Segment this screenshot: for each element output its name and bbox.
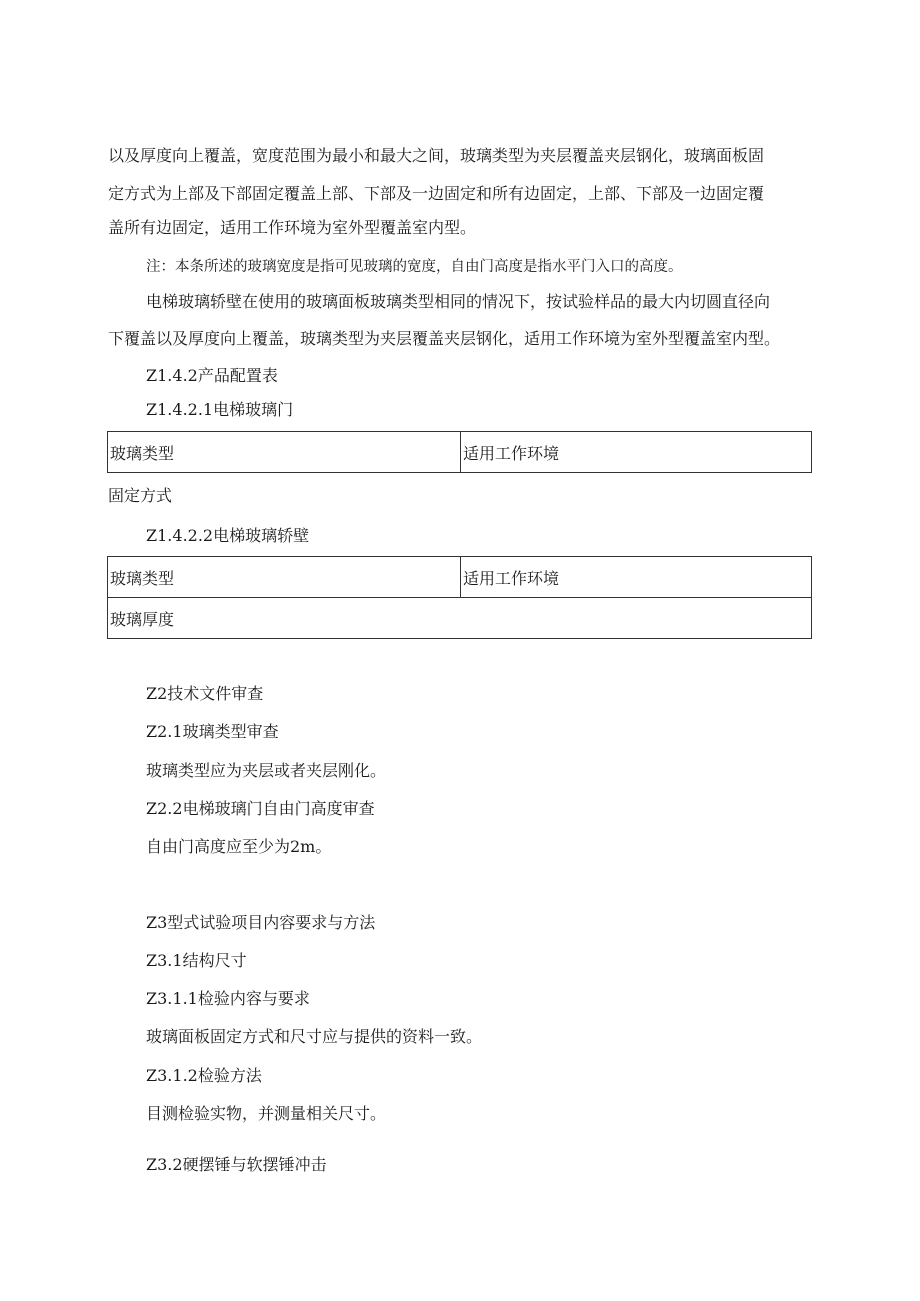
paragraph-line: 玻璃面板固定方式和尺寸应与提供的资料一致。 [146,1027,483,1046]
config-table-glass-door [107,431,812,473]
subsection-heading: Z3.1结构尺寸 [146,951,247,970]
subsection-heading: Z3.1.1检验内容与要求 [146,989,310,1008]
table-cell: 玻璃厚度 [108,598,812,639]
table-cell: 适用工作环境 [461,432,812,473]
table-cell: 玻璃类型 [108,432,461,473]
paragraph-line: 盖所有边固定，适用工作环境为室外型覆盖室内型。 [108,218,477,237]
section-heading: Z1.4.2产品配置表 [146,366,278,385]
paragraph-line: 以及厚度向上覆盖，宽度范围为最小和最大之间，玻璃类型为夹层覆盖夹层钢化，玻璃面板固 [108,146,765,165]
paragraph-line: 目测检验实物，并测量相关尺寸。 [146,1104,387,1123]
table-cell: 玻璃类型 [108,557,461,598]
paragraph-line: 下覆盖以及厚度向上覆盖，玻璃类型为夹层覆盖夹层钢化，适用工作环境为室外型覆盖室内型。 [108,329,781,348]
table-cell: 适用工作环境 [461,557,812,598]
paragraph-line: 玻璃类型应为夹层或者夹层刚化。 [146,761,387,780]
subsection-heading: Z2.2电梯玻璃门自由门高度审查 [146,799,375,818]
table-row [108,557,812,598]
subsection-heading: Z3.2硬摆锤与软摆锤冲击 [146,1155,327,1174]
paragraph-line: 固定方式 [108,486,173,505]
subsection-heading: Z1.4.2.1电梯玻璃门 [146,400,294,419]
paragraph-line: 电梯玻璃轿壁在使用的玻璃面板玻璃类型相同的情况下，按试验样品的最大内切圆直径向 [146,292,771,311]
section-heading: Z3型式试验项目内容要求与方法 [146,913,376,932]
subsection-heading: Z1.4.2.2电梯玻璃轿壁 [146,526,310,545]
subsection-heading: Z2.1玻璃类型审查 [146,722,279,741]
note-text: 注：本条所述的玻璃宽度是指可见玻璃的宽度，自由门高度是指水平门入口的高度。 [146,259,683,275]
paragraph-line: 定方式为上部及下部固定覆盖上部、下部及一边固定和所有边固定，上部、下部及一边固定覆 [108,184,765,203]
table-row [108,598,812,639]
subsection-heading: Z3.1.2检验方法 [146,1066,262,1085]
paragraph-line: 自由门高度应至少为2m。 [146,837,332,856]
table-row [108,432,812,473]
section-heading: Z2技术文件审查 [146,684,264,703]
config-table-glass-wall [107,556,812,639]
